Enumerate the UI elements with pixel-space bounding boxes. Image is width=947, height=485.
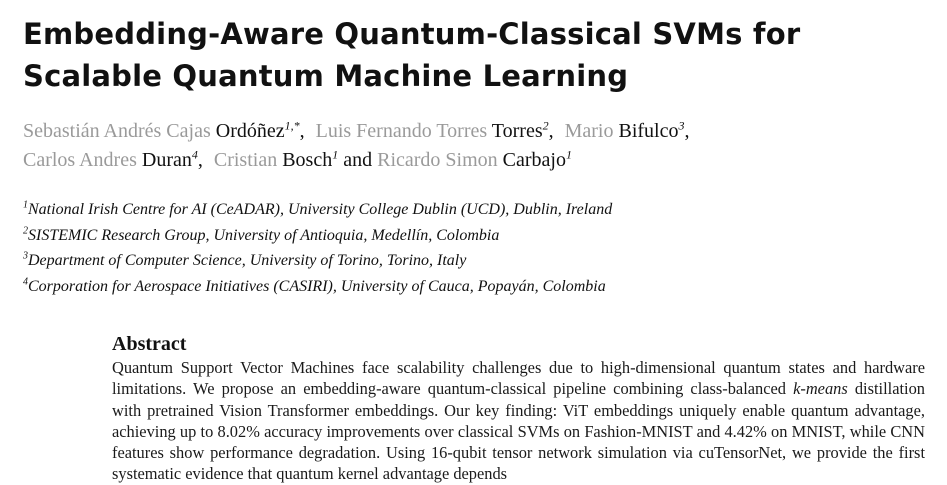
author-given-name: Ricardo Simon bbox=[377, 149, 498, 171]
author-conjunction: and bbox=[343, 149, 373, 171]
abstract-body bbox=[112, 357, 925, 485]
affiliation-number: 4 bbox=[23, 276, 28, 288]
author-affiliation-mark: 1,* bbox=[284, 118, 300, 133]
abstract-section bbox=[112, 331, 925, 485]
affiliation-number: 3 bbox=[23, 250, 28, 262]
author-4 bbox=[23, 149, 198, 171]
author-separator: , bbox=[299, 120, 305, 142]
author-given-name: Carlos Andres bbox=[23, 149, 137, 171]
author-affiliation-mark: 2 bbox=[542, 118, 549, 133]
author-2 bbox=[316, 120, 549, 142]
author-given-name: Luis Fernando Torres bbox=[315, 120, 488, 142]
affiliation-1 bbox=[23, 197, 933, 223]
affiliation-text: SISTEMIC Research Group, University of Antioquia, Medellín, Colombia bbox=[28, 226, 500, 244]
author-family-name: Torres bbox=[491, 120, 543, 142]
author-separator: , bbox=[548, 120, 554, 142]
author-separator: , bbox=[197, 149, 203, 171]
abstract-text: distillation with pretrained Vision Transformer embeddings. Our key finding: ViT embeddings uniquely enable quantum advantage, achieving up to 8.02% accuracy improvements over classical SVMs on Fashion-MNIST and 4.42% on MNIST, while CNN features show performance degradation. Using 16-qubit tensor network simulation via cuTensorNet, we provide the first systematic evidence that quantum kernel advantage depends bbox=[112, 379, 925, 484]
affiliation-3 bbox=[23, 248, 933, 274]
author-family-name: Carbajo bbox=[502, 149, 566, 171]
author-6 bbox=[377, 149, 572, 171]
author-affiliation-mark: 1 bbox=[332, 147, 339, 162]
author-list bbox=[23, 117, 933, 175]
affiliation-2 bbox=[23, 223, 933, 249]
author-family-name: Duran bbox=[141, 149, 192, 171]
author-affiliation-mark: 1 bbox=[565, 147, 572, 162]
author-given-name: Sebastián Andrés Cajas bbox=[23, 120, 211, 142]
author-5 bbox=[214, 149, 338, 171]
author-given-name: Cristian bbox=[213, 149, 278, 171]
affiliation-number: 2 bbox=[23, 225, 28, 237]
author-1 bbox=[23, 120, 300, 142]
abstract-text: Quantum Support Vector Machines face scalability challenges due to high-dimensional quantum states and hardware limitations. We propose an embedding-aware quantum-classical pipeline combining class-balanced bbox=[112, 358, 925, 399]
author-separator: , bbox=[684, 120, 690, 142]
affiliation-number: 1 bbox=[23, 199, 28, 211]
affiliation-list bbox=[23, 197, 933, 299]
author-given-name: Mario bbox=[564, 120, 614, 142]
paper-title: Embedding-Aware Quantum-Classical SVMs for Scalable Quantum Machine Learning bbox=[23, 17, 801, 93]
abstract-heading: Abstract bbox=[112, 333, 187, 355]
abstract-emphasis: k-means bbox=[793, 379, 848, 399]
author-affiliation-mark: 4 bbox=[191, 147, 198, 162]
author-family-name: Ordóñez bbox=[215, 120, 285, 142]
affiliation-text: Corporation for Aerospace Initiatives (CASIRI), University of Cauca, Popayán, Colombia bbox=[28, 277, 606, 295]
author-3 bbox=[565, 120, 685, 142]
author-family-name: Bosch bbox=[282, 149, 333, 171]
affiliation-text: National Irish Centre for AI (CeADAR), University College Dublin (UCD), Dublin, Ireland bbox=[28, 201, 613, 218]
author-family-name: Bifulco bbox=[618, 120, 679, 142]
author-affiliation-mark: 3 bbox=[678, 118, 685, 133]
affiliation-text: Department of Computer Science, University of Torino, Torino, Italy bbox=[28, 252, 467, 269]
affiliation-4 bbox=[23, 274, 933, 300]
